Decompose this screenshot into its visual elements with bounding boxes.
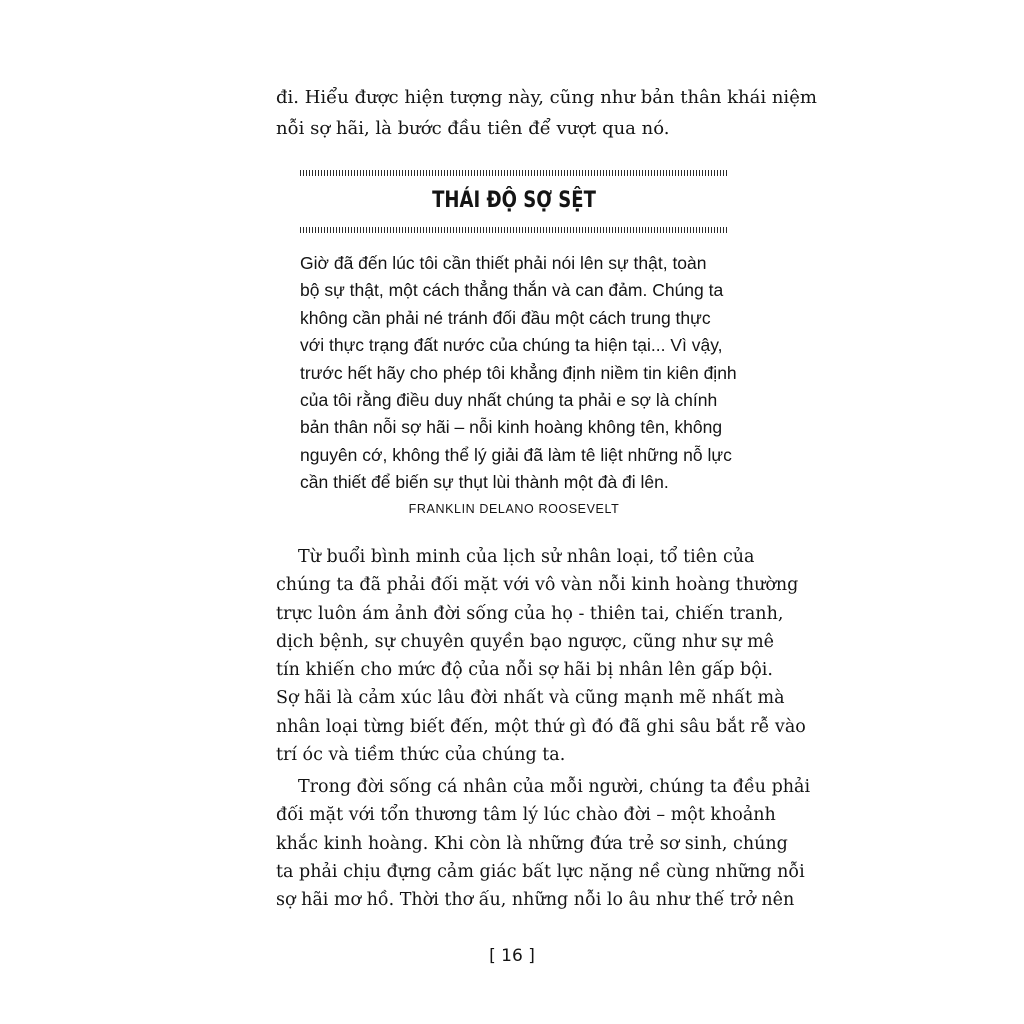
body-paragraph-1 — [276, 543, 806, 769]
quote-line: bộ sự thật, một cách thẳng thắn và can đảm. Chúng ta — [300, 280, 724, 301]
body-line: trí óc và tiềm thức của chúng ta. — [276, 745, 566, 766]
quote-line: không cần phải né tránh đối đầu một cách trung thực — [300, 307, 711, 328]
intro-paragraph — [276, 82, 817, 144]
quote-attribution: FRANKLIN DELANO ROOSEVELT — [408, 502, 620, 516]
body-line: nhân loại từng biết đến, một thứ gì đó đã ghi sâu bắt rễ vào — [276, 716, 806, 737]
body-line: Trong đời sống cá nhân của mỗi người, chúng ta đều phải — [298, 777, 811, 797]
body-line: đối mặt với tổn thương tâm lý lúc chào đời – một khoảnh — [276, 805, 776, 826]
quote-line: của tôi rằng điều duy nhất chúng ta phải e sợ là chính — [300, 390, 718, 411]
body-line: chúng ta đã phải đối mặt với vô vàn nỗi kinh hoàng thường — [276, 575, 799, 596]
quote-line: bản thân nỗi sợ hãi – nỗi kinh hoàng không tên, không — [300, 417, 723, 438]
heading-rule-bottom — [300, 227, 728, 233]
section-heading: THÁI ĐỘ SỢ SỆT — [432, 188, 596, 213]
body-line: tín khiến cho mức độ của nỗi sợ hãi bị nhân lên gấp bội. — [276, 660, 773, 681]
body-line: sợ hãi mơ hồ. Thời thơ ấu, những nỗi lo âu như thế trở nên — [276, 890, 795, 911]
quote-line: trước hết hãy cho phép tôi khẳng định niềm tin kiên định — [300, 362, 737, 383]
intro-line: đi. Hiểu được hiện tượng này, cũng như bản thân khái niệm — [276, 87, 817, 108]
intro-line: nỗi sợ hãi, là bước đầu tiên để vượt qua nó. — [276, 118, 670, 139]
quote-line: Giờ đã đến lúc tôi cần thiết phải nói lên sự thật, toàn — [300, 253, 707, 273]
body-line: Từ buổi bình minh của lịch sử nhân loại, tổ tiên của — [298, 547, 755, 567]
quote-line: cần thiết để biến sự thụt lùi thành một đà đi lên. — [300, 472, 669, 493]
heading-rule-top — [300, 170, 728, 176]
page-number: [ 16 ] — [489, 946, 535, 966]
body-line: ta phải chịu đựng cảm giác bất lực nặng nề cùng những nỗi — [276, 861, 805, 882]
body-line: khắc kinh hoàng. Khi còn là những đứa trẻ sơ sinh, chúng — [276, 833, 788, 854]
body-paragraph-2 — [276, 773, 811, 914]
epigraph-quote — [300, 250, 740, 497]
quote-line: nguyên cớ, không thể lý giải đã làm tê liệt những nỗ lực — [300, 444, 732, 465]
body-line: dịch bệnh, sự chuyên quyền bạo ngược, cũng như sự mê — [276, 631, 775, 652]
quote-line: với thực trạng đất nước của chúng ta hiện tại... Vì vậy, — [300, 335, 723, 356]
body-line: trực luôn ám ảnh đời sống của họ - thiên tai, chiến tranh, — [276, 603, 784, 624]
body-line: Sợ hãi là cảm xúc lâu đời nhất và cũng mạnh mẽ nhất mà — [276, 688, 785, 709]
